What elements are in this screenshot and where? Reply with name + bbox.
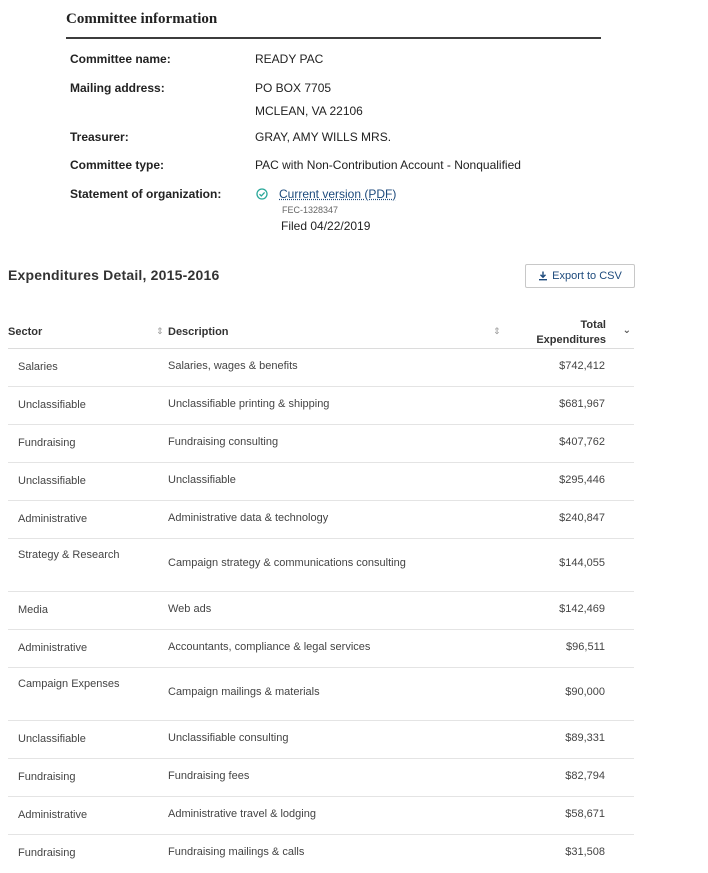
description-cell: Administrative travel & lodging — [168, 808, 316, 820]
treasurer-value: GRAY, AMY WILLS MRS. — [255, 130, 392, 144]
amount-cell: $144,055 — [559, 557, 605, 569]
description-cell: Unclassifiable printing & shipping — [168, 398, 330, 410]
description-cell: Fundraising fees — [168, 770, 250, 782]
export-csv-label: Export to CSV — [552, 270, 622, 282]
table-row — [8, 834, 634, 872]
sector-cell: Unclassifiable — [18, 399, 86, 411]
committee-info-section — [66, 0, 601, 233]
filed-date: Filed 04/22/2019 — [281, 219, 371, 233]
address-line-1: PO BOX 7705 — [255, 81, 332, 95]
sector-cell: Administrative — [18, 809, 88, 821]
committee-name-value: READY PAC — [255, 52, 324, 66]
sector-cell: Unclassifiable — [18, 475, 86, 487]
export-csv-button[interactable] — [525, 264, 635, 288]
statement-pdf-link[interactable]: Current version (PDF) — [279, 187, 397, 201]
table-row — [8, 462, 634, 501]
mailing-address-label: Mailing address: — [70, 81, 165, 95]
amount-cell: $681,967 — [559, 398, 605, 410]
amount-cell: $240,847 — [559, 512, 605, 524]
statement-label: Statement of organization: — [70, 187, 222, 201]
table-row — [8, 758, 634, 797]
address-line-2: MCLEAN, VA 22106 — [255, 104, 363, 118]
amount-cell: $295,446 — [559, 474, 605, 486]
total-header-line1: Total — [580, 319, 606, 331]
table-row — [8, 424, 634, 463]
table-header — [8, 314, 634, 349]
table-row — [8, 591, 634, 630]
sector-cell: Unclassifiable — [18, 733, 86, 745]
description-cell: Unclassifiable consulting — [168, 732, 289, 744]
mailing-address-value — [255, 81, 363, 118]
sector-cell: Strategy & Research — [18, 549, 120, 561]
column-header-sector[interactable]: Sector — [8, 326, 43, 338]
committee-info-heading: Committee information — [66, 0, 601, 39]
description-cell: Web ads — [168, 603, 212, 615]
description-cell: Fundraising mailings & calls — [168, 846, 305, 858]
description-cell: Accountants, compliance & legal services — [168, 641, 371, 653]
committee-type-value: PAC with Non-Contribution Account - Nonqualified — [255, 158, 521, 172]
amount-cell: $31,508 — [565, 846, 605, 858]
description-cell: Unclassifiable — [168, 474, 236, 486]
sector-cell: Fundraising — [18, 847, 76, 859]
table-row — [8, 667, 634, 721]
total-header-line2: Expenditures — [536, 334, 606, 346]
amount-cell: $407,762 — [559, 436, 605, 448]
sector-cell: Fundraising — [18, 437, 76, 449]
description-cell: Fundraising consulting — [168, 436, 279, 448]
committee-type-label: Committee type: — [70, 158, 165, 172]
table-row — [8, 796, 634, 835]
check-circle-icon — [256, 188, 268, 200]
fec-number: FEC-1328347 — [282, 205, 339, 215]
column-header-description[interactable]: Description — [168, 326, 229, 338]
description-cell: Campaign mailings & materials — [168, 686, 320, 698]
chevron-down-icon[interactable]: ⌄ — [622, 325, 631, 336]
table-row — [8, 348, 634, 387]
sector-cell: Media — [18, 604, 48, 616]
sector-cell: Campaign Expenses — [18, 678, 120, 690]
sector-cell: Fundraising — [18, 771, 76, 783]
amount-cell: $89,331 — [565, 732, 605, 744]
sector-cell: Salaries — [18, 361, 58, 373]
sort-icon[interactable]: ⇕ — [493, 326, 501, 336]
description-cell: Administrative data & technology — [168, 512, 329, 524]
sector-cell: Administrative — [18, 642, 88, 654]
amount-cell: $142,469 — [559, 603, 605, 615]
amount-cell: $82,794 — [565, 770, 605, 782]
amount-cell: $90,000 — [565, 686, 605, 698]
sector-cell: Administrative — [18, 513, 88, 525]
sort-icon[interactable]: ⇕ — [156, 326, 164, 336]
description-cell: Campaign strategy & communications consulting — [168, 557, 406, 569]
download-icon — [538, 271, 548, 281]
amount-cell: $742,412 — [559, 360, 605, 372]
expenditures-title: Expenditures Detail, 2015-2016 — [8, 267, 220, 283]
treasurer-label: Treasurer: — [70, 130, 129, 144]
table-row — [8, 629, 634, 668]
table-row — [8, 538, 634, 592]
column-header-total[interactable] — [536, 318, 606, 348]
amount-cell: $58,671 — [565, 808, 605, 820]
committee-name-label: Committee name: — [70, 52, 171, 66]
amount-cell: $96,511 — [566, 641, 605, 653]
table-row — [8, 386, 634, 425]
table-row — [8, 720, 634, 759]
description-cell: Salaries, wages & benefits — [168, 360, 298, 372]
table-row — [8, 500, 634, 539]
